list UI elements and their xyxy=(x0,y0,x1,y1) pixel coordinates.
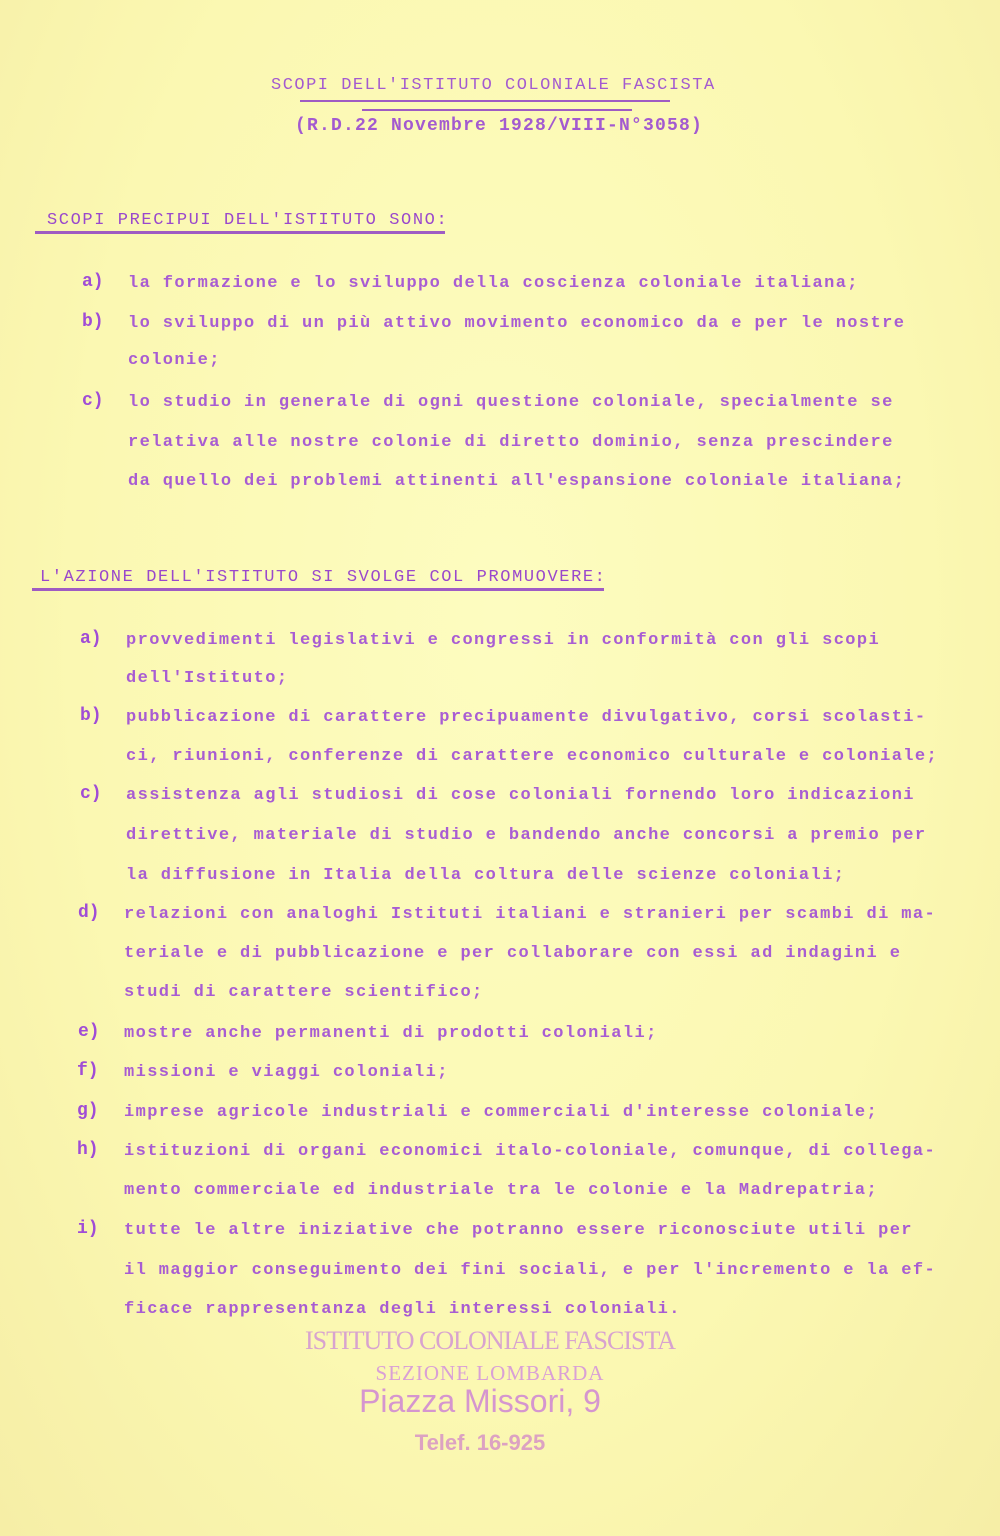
item-label: h) xyxy=(77,1140,99,1160)
item-text: direttive, materiale di studio e bandendo anche concorsi a premio per xyxy=(126,826,927,845)
item-text: missioni e viaggi coloniali; xyxy=(124,1063,449,1082)
item-text: lo sviluppo di un più attivo movimento economico da e per le nostre xyxy=(128,314,906,333)
item-text: teriale e di pubblicazione e per collaborare con essi ad indagini e xyxy=(124,944,902,963)
stamp-section: SEZIONE LOMBARDA xyxy=(375,1361,605,1385)
section-heading: L'AZIONE DELL'ISTITUTO SI SVOLGE COL PROMUOVERE: xyxy=(40,568,607,587)
item-text: pubblicazione di carattere precipuamente divulgativo, corsi scolasti- xyxy=(126,708,927,727)
item-text: ci, riunioni, conferenze di carattere economico culturale e coloniale; xyxy=(126,747,939,766)
item-text: imprese agricole industriali e commerciali d'interesse coloniale; xyxy=(124,1103,879,1122)
item-text: il maggior conseguimento dei fini sociali, e per l'incremento e la ef- xyxy=(124,1261,937,1280)
item-label: b) xyxy=(82,312,104,332)
title-underline-2 xyxy=(362,109,632,111)
item-label: c) xyxy=(82,391,104,411)
stamp-institute: ISTITUTO COLONIALE FASCISTA xyxy=(304,1326,676,1355)
title-underline xyxy=(300,100,670,102)
item-text: la diffusione in Italia della coltura delle scienze coloniali; xyxy=(126,866,846,885)
item-text: dell'Istituto; xyxy=(126,669,289,688)
item-label: g) xyxy=(77,1101,99,1121)
decree-reference: (R.D.22 Novembre 1928/VIII-N°3058) xyxy=(295,116,704,136)
item-text: lo studio in generale di ogni questione coloniale, specialmente se xyxy=(128,393,894,412)
item-text: istituzioni di organi economici italo-coloniale, comunque, di collega- xyxy=(124,1142,937,1161)
item-text: la formazione e lo sviluppo della coscienza coloniale italiana; xyxy=(128,274,859,293)
item-label: c) xyxy=(80,784,102,804)
item-text: da quello dei problemi attinenti all'espansione coloniale italiana; xyxy=(128,472,906,491)
item-label: a) xyxy=(82,272,104,292)
stamp-phone: Telef. 16-925 xyxy=(414,1430,546,1455)
item-text: mento commerciale ed industriale tra le colonie e la Madrepatria; xyxy=(124,1181,879,1200)
item-text: relazioni con analoghi Istituti italiani e stranieri per scambi di ma- xyxy=(124,905,937,924)
item-text: studi di carattere scientifico; xyxy=(124,983,484,1002)
item-label: i) xyxy=(77,1219,99,1239)
item-label: b) xyxy=(80,706,102,726)
item-label: f) xyxy=(77,1061,99,1081)
section-heading: SCOPI PRECIPUI DELL'ISTITUTO SONO: xyxy=(47,211,449,230)
heading-underline xyxy=(32,588,604,591)
stamp-address: Piazza Missori, 9 xyxy=(359,1383,601,1419)
item-text: assistenza agli studiosi di cose coloniali fornendo loro indicazioni xyxy=(126,786,915,805)
item-text: mostre anche permanenti di prodotti coloniali; xyxy=(124,1024,658,1043)
item-label: e) xyxy=(78,1022,100,1042)
document-title: SCOPI DELL'ISTITUTO COLONIALE FASCISTA xyxy=(271,76,716,95)
item-text: tutte le altre iniziative che potranno essere riconosciute utili per xyxy=(124,1221,913,1240)
item-text: provvedimenti legislativi e congressi in conformità con gli scopi xyxy=(126,631,881,650)
item-label: a) xyxy=(80,629,102,649)
item-text: ficace rappresentanza degli interessi coloniali. xyxy=(124,1300,681,1319)
heading-underline xyxy=(35,231,445,234)
item-text: colonie; xyxy=(128,351,221,370)
item-label: d) xyxy=(78,903,100,923)
item-text: relativa alle nostre colonie di diretto dominio, senza prescindere xyxy=(128,433,894,452)
